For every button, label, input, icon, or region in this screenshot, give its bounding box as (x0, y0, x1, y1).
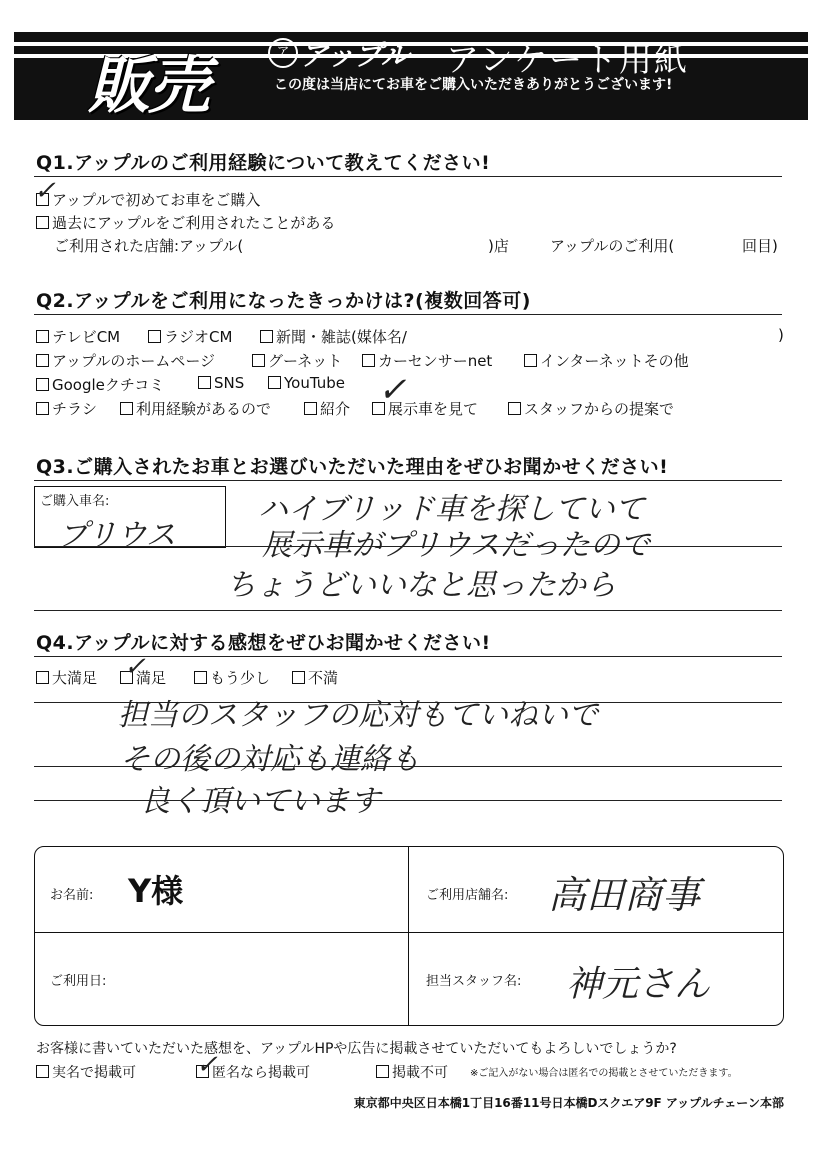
checkbox[interactable] (36, 216, 49, 229)
check-mark-icon: ✓ (34, 176, 56, 206)
q3-answer-line-3: ちょうどいいなと思ったから (226, 568, 616, 603)
checkbox[interactable] (36, 1065, 49, 1078)
car-name-label: ご購入車名: (40, 494, 110, 509)
checkbox[interactable] (376, 1065, 389, 1078)
apple-logo-icon: ア (268, 38, 298, 68)
info-divider (408, 846, 409, 1026)
q3-answer-line-2: 展示車がプリウスだったので (262, 528, 650, 563)
date-label: ご利用日: (50, 974, 107, 989)
divider (34, 480, 782, 481)
checkbox[interactable] (36, 330, 49, 343)
q2-option-flyer[interactable]: チラシ (36, 398, 97, 419)
checkbox[interactable] (508, 402, 521, 415)
checkbox[interactable] (362, 354, 375, 367)
consent-note: ※ご記入がない場合は匿名での掲載とさせていただきます。 (470, 1068, 738, 1079)
consent-option-anonymous[interactable]: 匿名なら掲載可 (196, 1062, 310, 1082)
answer-line (34, 610, 782, 611)
q4-answer-line-1: 担当のスタッフの応対もていねいで (118, 698, 598, 733)
q4-option-not-quite[interactable]: もう少し (194, 667, 270, 688)
q2-option-display-car[interactable]: 展示車を見て (372, 398, 478, 419)
q2-option-staff-proposal[interactable]: スタッフからの提案で (508, 398, 674, 419)
checkbox[interactable] (36, 671, 49, 684)
q3-question: Q3.ご購入されたお車とお選びいただいた理由をぜひお聞かせください! (36, 456, 669, 478)
q2-option-homepage[interactable]: アップルのホームページ (36, 350, 215, 371)
checkbox[interactable] (120, 402, 133, 415)
checkbox[interactable] (304, 402, 317, 415)
q2-question: Q2.アップルをご利用になったきっかけは?(複数回答可) (36, 290, 531, 312)
q2-option-referral[interactable]: 紹介 (304, 398, 350, 419)
q4-answer-line-2: その後の対応も連絡も (120, 742, 420, 777)
q2-option-radio-cm[interactable]: ラジオCM (148, 326, 232, 347)
check-mark-icon: ✓ (124, 652, 146, 682)
q4-option-satisfied[interactable]: 満足 (120, 667, 166, 688)
q2-option-tv-cm[interactable]: テレビCM (36, 326, 120, 347)
q3-answer-line-1: ハイブリッド車を探していて (258, 492, 645, 527)
car-name-value: プリウス (58, 518, 176, 553)
q2-row1-close: ) (778, 326, 784, 344)
q2-option-internet-other[interactable]: インターネットその他 (524, 350, 689, 371)
q4-answer-line-3: 良く頂いています (140, 784, 380, 819)
q2-option-youtube[interactable]: YouTube (268, 374, 345, 392)
consent-option-refuse[interactable]: 掲載不可 (376, 1062, 448, 1082)
check-mark-icon: ✓ (196, 1050, 218, 1080)
header-big-title: 販売 (88, 49, 209, 122)
checkbox[interactable] (292, 671, 305, 684)
name-value: Y様 (128, 872, 184, 910)
divider (34, 176, 782, 177)
q4-option-dissatisfied[interactable]: 不満 (292, 667, 338, 688)
q1-store-label: ご利用された店舗:アップル( (54, 237, 244, 255)
q2-option-google[interactable]: Googleクチコミ (36, 374, 164, 395)
staff-label: 担当スタッフ名: (426, 974, 522, 989)
q1-store-suffix: )店 (488, 237, 509, 255)
info-divider (34, 932, 784, 933)
checkbox[interactable] (36, 354, 49, 367)
q1-option-used-before[interactable]: 過去にアップルをご利用されたことがある (36, 212, 335, 233)
q4-question: Q4.アップルに対する感想をぜひお聞かせください! (36, 632, 491, 654)
q2-option-experience[interactable]: 利用経験があるので (120, 398, 271, 419)
logo-text: アップル (300, 39, 409, 72)
q1-usage-suffix: 回目) (742, 237, 778, 255)
check-mark-icon: ✓ (378, 370, 407, 410)
checkbox[interactable] (36, 402, 49, 415)
company-address: 東京都中央区日本橋1丁目16番11号日本橋Dスクエア9F アップルチェーン本部 (353, 1096, 784, 1110)
divider (34, 314, 782, 315)
checkbox[interactable] (36, 378, 49, 391)
staff-value: 神元さん (566, 964, 711, 1005)
q4-option-very-satisfied[interactable]: 大満足 (36, 667, 97, 688)
consent-question: お客様に書いていただいた感想を、アップルHPや広告に掲載させていただいてもよろしいでしょうか? (36, 1041, 677, 1057)
store-label: ご利用店舗名: (426, 888, 509, 903)
checkbox[interactable] (252, 354, 265, 367)
consent-option-real-name[interactable]: 実名で掲載可 (36, 1062, 136, 1082)
header-title: アンケート用紙 (446, 40, 690, 79)
q1-option-first-purchase[interactable]: アップルで初めてお車をご購入 (36, 189, 260, 210)
name-label: お名前: (50, 888, 94, 903)
q2-option-carsensor[interactable]: カーセンサーnet (362, 350, 492, 371)
store-value: 高田商事 (548, 873, 701, 917)
q2-option-sns[interactable]: SNS (198, 374, 244, 392)
checkbox[interactable] (268, 376, 281, 389)
q2-option-goonet[interactable]: グーネット (252, 350, 342, 371)
q2-option-newspaper[interactable]: 新聞・雑誌(媒体名/ (260, 326, 407, 347)
divider (34, 656, 782, 657)
header-subtitle: この度は当店にてお車をご購入いただきありがとうございます! (274, 77, 673, 93)
q1-question: Q1.アップルのご利用経験について教えてください! (36, 152, 491, 174)
checkbox[interactable] (148, 330, 161, 343)
checkbox[interactable] (194, 671, 207, 684)
checkbox[interactable] (260, 330, 273, 343)
checkbox[interactable] (198, 376, 211, 389)
checkbox[interactable] (524, 354, 537, 367)
q1-usage-label: アップルのご利用( (550, 237, 675, 255)
